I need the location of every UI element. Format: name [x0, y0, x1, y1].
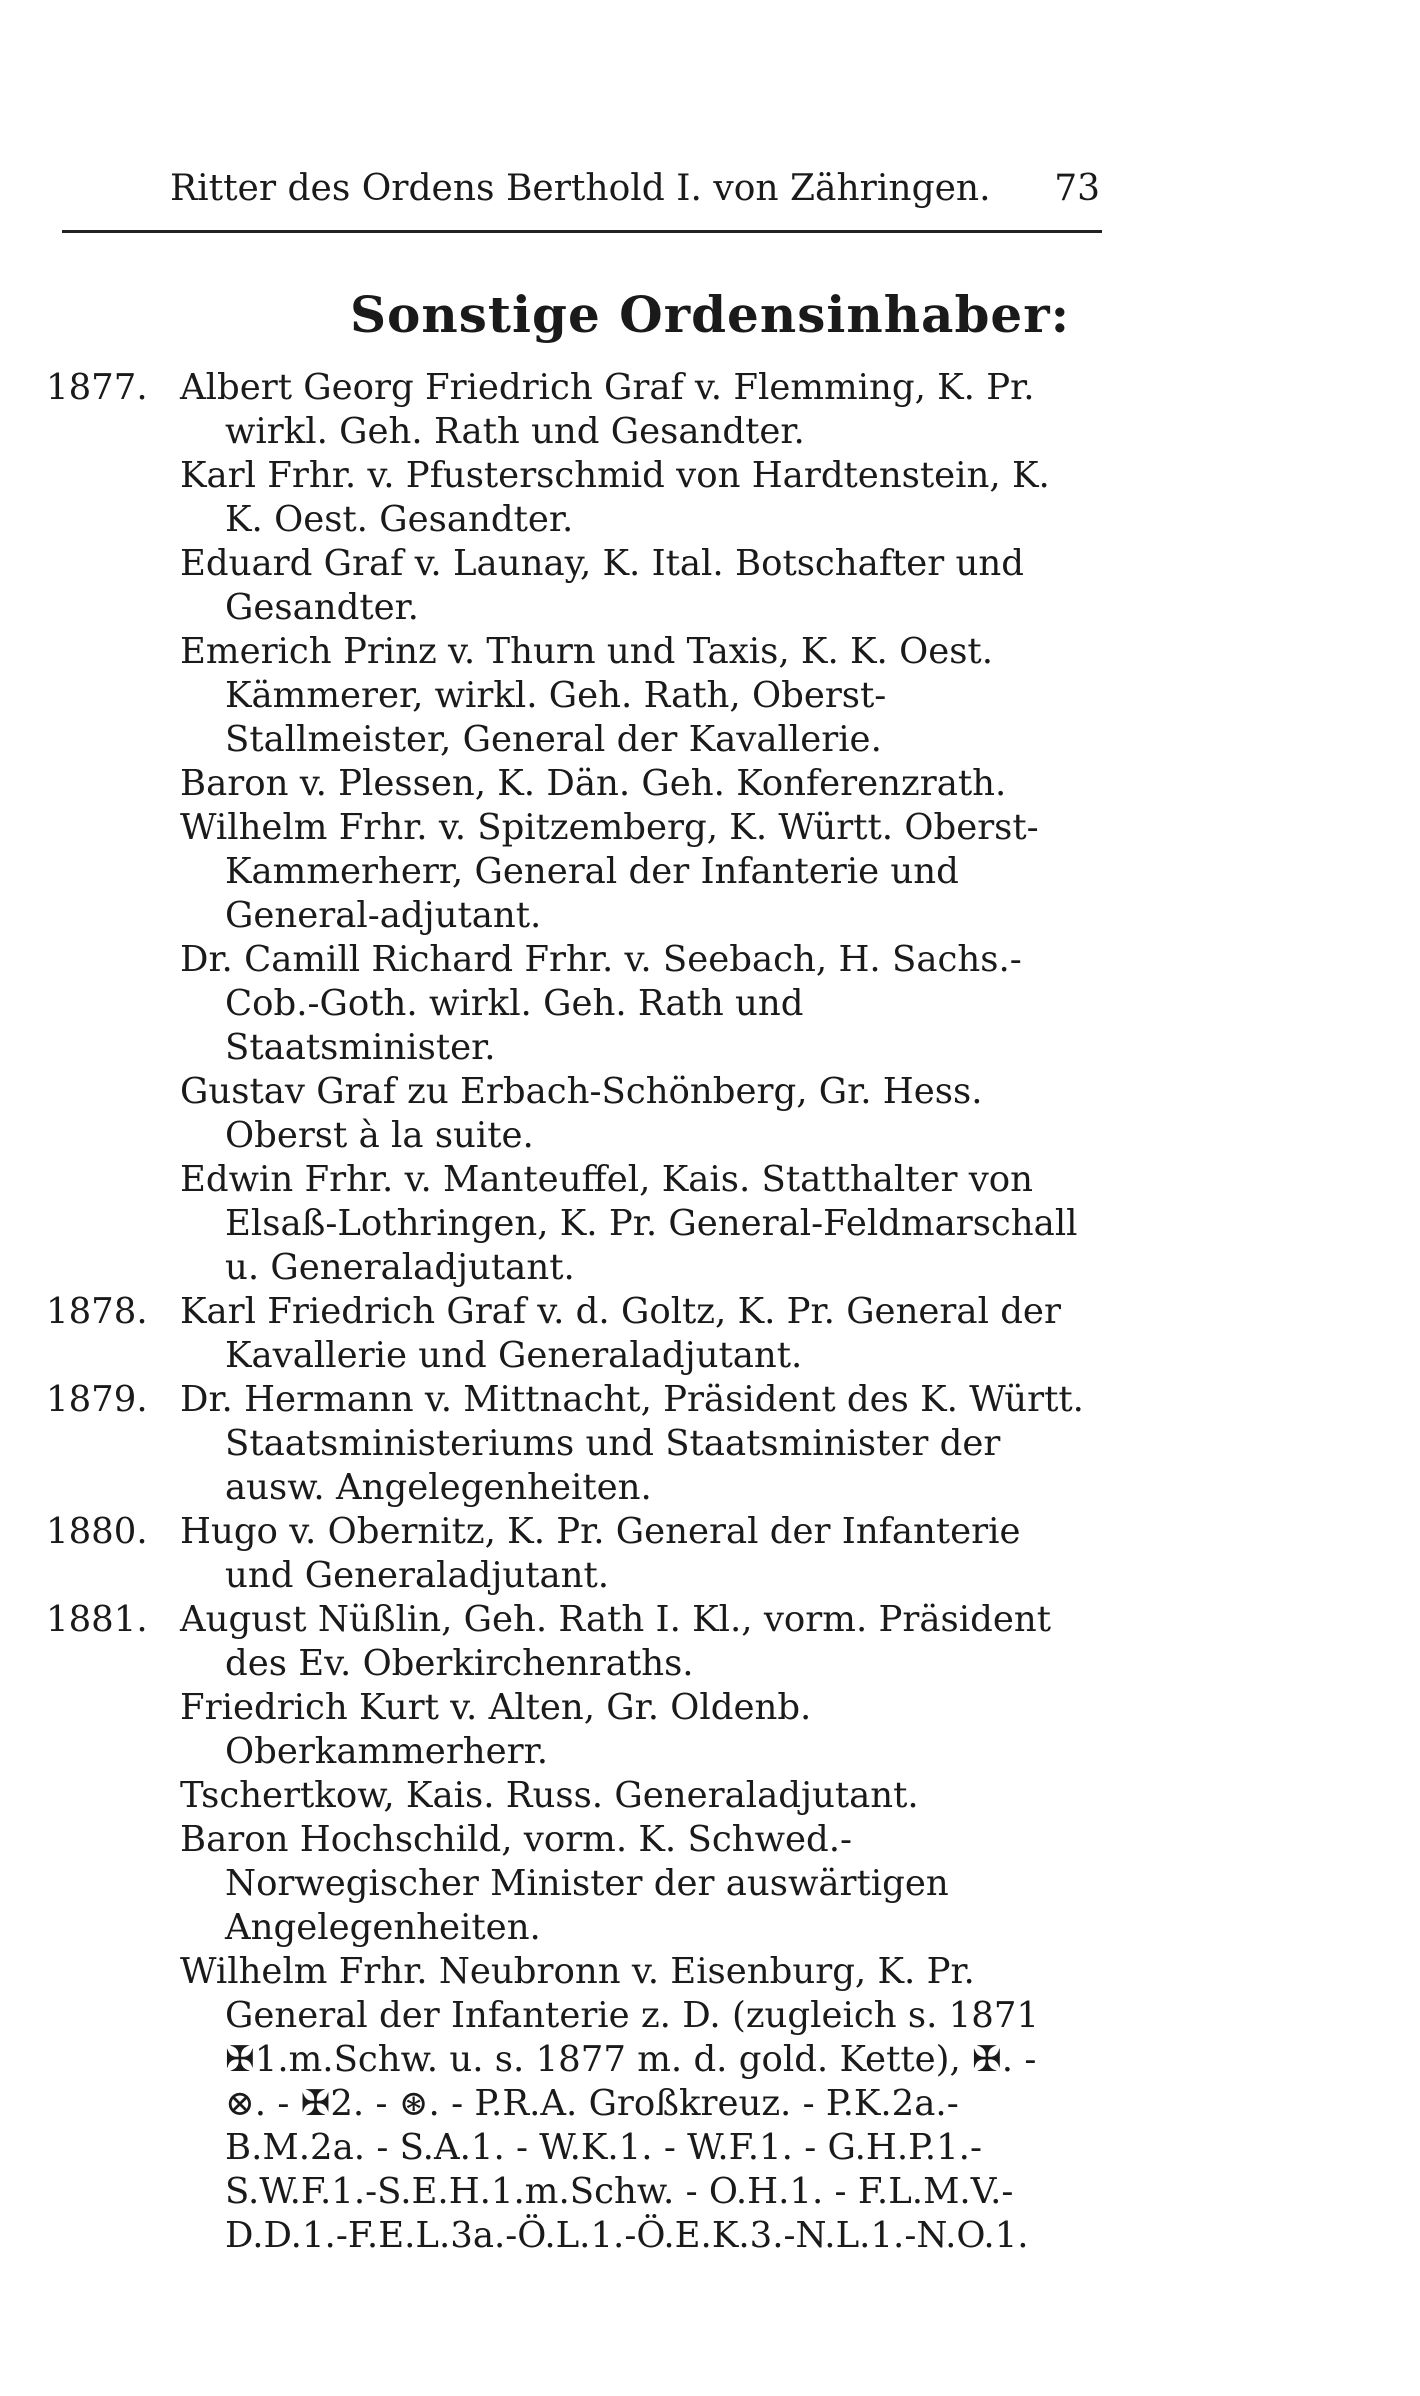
list-item: [0, 1158, 1420, 1290]
section-title: Sonstige Ordensinhaber:: [349, 285, 1071, 344]
entry-text: Dr. Hermann v. Mittnacht, Präsident des K. Württ. Staatsministeriums und Staatsminister der ausw. Angelegenheiten.: [180, 1379, 1084, 1508]
list-item: [0, 454, 1420, 542]
list-item: [0, 1070, 1420, 1158]
list-item: [0, 1686, 1420, 1774]
entry-year: 1879.: [46, 1379, 148, 1420]
entry-text: Albert Georg Friedrich Graf v. Flemming, K. Pr. wirkl. Geh. Rath und Gesandter.: [180, 367, 1035, 452]
list-item: [0, 1378, 1420, 1510]
entry-text: Wilhelm Frhr. Neubronn v. Eisenburg, K. Pr. General der Infanterie z. D. (zugleich s. 1871 ✠1.m.Schw. u. s. 1877 m. d. gold. Kette), ✠. - ⊗. - ✠2. - ⊛. - P.R.A. Großkreuz. - P.K.2a.-B.M.2a. - S.A.1. - W.K.1. - W.F.1. - G.H.P.1.-S.W.F.1.-S.E.H.1.m.Schw. - O.H.1. - F.L.M.V.-D.D.1.-F.E.L.3a.-Ö.L.1.-Ö.E.K.3.-N.L.1.-N.O.1.: [180, 1951, 1040, 2256]
entry-year: 1881.: [46, 1599, 148, 1640]
header-rule: [62, 230, 1102, 233]
entry-text: Friedrich Kurt v. Alten, Gr. Oldenb. Oberkammerherr.: [180, 1687, 812, 1772]
list-item: [0, 1598, 1420, 1686]
list-item: [0, 1818, 1420, 1950]
list-item: [0, 806, 1420, 938]
entry-text: Hugo v. Obernitz, K. Pr. General der Infanterie und Generaladjutant.: [180, 1511, 1021, 1596]
list-item: [0, 1950, 1420, 2258]
list-item: [0, 1774, 1420, 1818]
running-title: Ritter des Ordens Berthold I. von Zähringen.: [170, 168, 991, 209]
entry-text: Karl Friedrich Graf v. d. Goltz, K. Pr. General der Kavallerie und Generaladjutant.: [180, 1291, 1061, 1376]
page-number: 73: [1054, 168, 1100, 209]
entry-text: Baron Hochschild, vorm. K. Schwed.-Norwegischer Minister der auswärtigen Angelegenheiten.: [180, 1819, 949, 1948]
list-item: [0, 762, 1420, 806]
entry-text: Dr. Camill Richard Frhr. v. Seebach, H. Sachs.-Cob.-Goth. wirkl. Geh. Rath und Staatsminister.: [180, 939, 1022, 1068]
entry-text: Gustav Graf zu Erbach-Schönberg, Gr. Hess. Oberst à la suite.: [180, 1071, 983, 1156]
list-item: [0, 630, 1420, 762]
list-item: [0, 366, 1420, 454]
list-item: [0, 542, 1420, 630]
entry-text: Edwin Frhr. v. Manteuffel, Kais. Statthalter von Elsaß-Lothringen, K. Pr. General-Feldmarschall u. Generaladjutant.: [180, 1159, 1078, 1288]
page-header: [170, 168, 1100, 218]
entry-year: 1880.: [46, 1511, 148, 1552]
entry-text: August Nüßlin, Geh. Rath I. Kl., vorm. Präsident des Ev. Oberkirchenraths.: [180, 1599, 1051, 1684]
entry-text: Emerich Prinz v. Thurn und Taxis, K. K. Oest. Kämmerer, wirkl. Geh. Rath, Oberst-Stallmeister, General der Kavallerie.: [180, 631, 993, 760]
entry-text: Eduard Graf v. Launay, K. Ital. Botschafter und Gesandter.: [180, 543, 1024, 628]
list-item: [0, 1290, 1420, 1378]
list-item: [0, 1510, 1420, 1598]
entry-year: 1878.: [46, 1291, 148, 1332]
entry-text: Tschertkow, Kais. Russ. Generaladjutant.: [180, 1775, 919, 1816]
entry-year: 1877.: [46, 367, 148, 408]
entry-text: Karl Frhr. v. Pfusterschmid von Hardtenstein, K. K. Oest. Gesandter.: [180, 455, 1050, 540]
entry-text: Wilhelm Frhr. v. Spitzemberg, K. Württ. Oberst-Kammerherr, General der Infanterie und General-adjutant.: [180, 807, 1039, 936]
entry-text: Baron v. Plessen, K. Dän. Geh. Konferenzrath.: [180, 763, 1007, 804]
entry-list: [0, 366, 1420, 2258]
list-item: [0, 938, 1420, 1070]
